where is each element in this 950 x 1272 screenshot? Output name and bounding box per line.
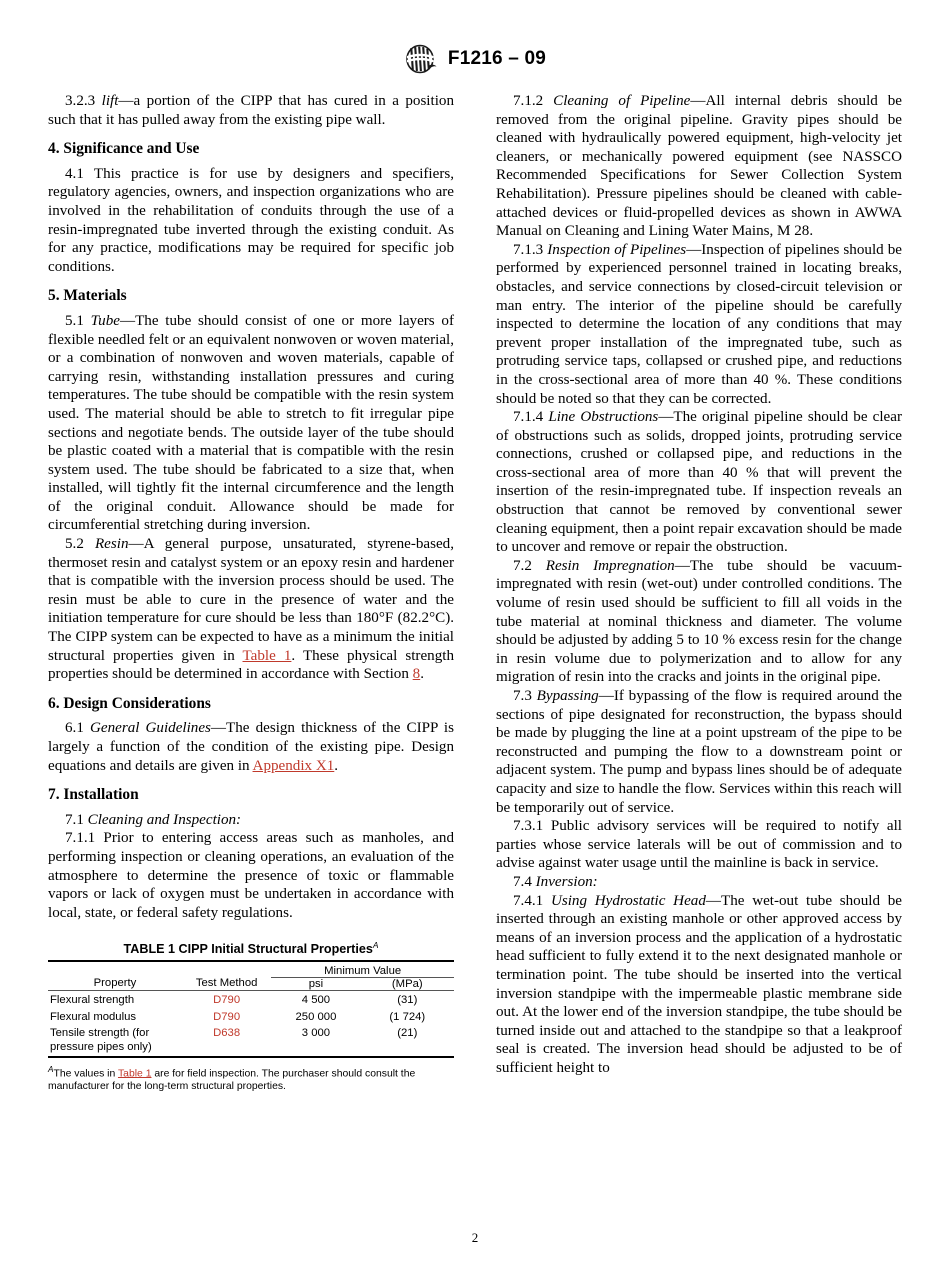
defined-term: General Guidelines (89, 720, 211, 737)
table-row (48, 993, 454, 1010)
clause-number: 7.1 (65, 811, 84, 828)
clause-number: 7.4 (513, 873, 532, 890)
cell-mpa: (21) (397, 1027, 418, 1040)
clause-text: —Inspection of pipelines should be performed by experienced personnel trained in locating breaks, obstacles, and service connections by closed-circuit television or man entry. The interior of the pipeline should be carefully inspected to determine the location of any conditions that may prevent proper installation of the impregnated tube, such as protruding service taps, collapsed or crushed pipe, and reductions in the cross-sectional area of more than 40 %. These conditions should be noted so that they can be corrected. (496, 241, 902, 407)
heading-section-7: 7. Installation (48, 786, 139, 804)
clause-text: —A general purpose, unsaturated, styrene-based, thermoset resin and catalyst system or an epoxy resin and hardener that is compatible with the inversion process should be used. The resin must be able to cure in the presence of water and the initiation temperature for cure should be less than 180°F (82.2°C). The CIPP system can be expected to have as a minimum the initial structural properties given in (48, 536, 455, 664)
right-column (496, 92, 902, 1093)
table-footnote (48, 1064, 454, 1093)
clause-number: 7.1.3 (513, 241, 544, 258)
paragraph-7-1-1: 7.1.1 Prior to entering access areas such as manholes, and performing inspection or cleaning operations, an evaluation of the atmosphere to determine the presence of toxic or flammable vapors or lack of oxygen must be undertaken in accordance with local, state, or federal safety regulations. (48, 830, 454, 921)
paragraph-7-4 (496, 873, 902, 892)
clause-number: 5.2 (65, 536, 84, 553)
paragraph-5-2 (48, 535, 454, 684)
table-caption (48, 940, 454, 956)
defined-term: Resin Impregnation (545, 557, 675, 574)
paragraph-7-1 (48, 811, 454, 830)
clause-number: 7.4.1 (513, 892, 544, 909)
clause-text: —a portion of the CIPP that has cured in a position such that it has pulled away from the existing pipe wall. (48, 93, 454, 128)
heading-section-6: 6. Design Considerations (48, 694, 211, 712)
clause-text: —The design thickness of the CIPP is largely a function of the condition of the existing pipe. Design equations and details are given in (48, 720, 454, 774)
cell-mpa: (1 724) (389, 1010, 426, 1023)
defined-term: lift (101, 93, 119, 109)
cell-psi: 3 000 (301, 1027, 331, 1040)
left-column (48, 92, 454, 1093)
clause-text: —All internal debris should be removed from the original pipeline. Gravity pipes should be cleaned with hydraulically powered equipment, high-velocity jet cleaners, or mechanically powered equipment (see NASSCO Recommended Specifications for Sewer Collection System Rehabilitation). Pressure pipelines should be cleaned with cable-attached devices or fluid-propelled devices as shown in AWWA Manual on Cleaning and Lining Water Mains, M 28. (496, 93, 902, 240)
paragraph-7-1-2 (496, 92, 902, 241)
paragraph-7-3-1: 7.3.1 Public advisory services will be required to notify all parties whose service laterals will be out of commission and to advise against water usage until the mainline is back in service. (496, 818, 902, 872)
table-bottom-rule (48, 1057, 454, 1061)
defined-term: Line Obstructions (548, 409, 659, 426)
paragraph-7-2 (496, 557, 902, 687)
link-appendix-x1[interactable]: Appendix X1 (252, 757, 335, 774)
page-number: 2 (471, 1230, 479, 1245)
heading-section-5: 5. Materials (48, 287, 127, 305)
page-header (0, 44, 950, 74)
defined-term: Inspection of Pipelines (547, 241, 687, 258)
cell-property: Flexural modulus (50, 1010, 137, 1023)
clause-number: 6.1 (65, 720, 84, 737)
clause-text: —The original pipeline should be clear of obstructions such as solids, dropped joints, protruding service connections, crushed or collapsed pipe, and reductions in the cross-sectional area of more than 40 % that will prevent the insertion of the resin-impregnated tube. If inspection reveals an obstruction that cannot be removed by conventional sewer cleaning equipment, then a point repair excavation should be made to uncover and remove or repair the obstruction. (496, 409, 902, 556)
cell-psi: 4 500 (301, 994, 331, 1007)
clause-number: 5.1 (65, 312, 84, 329)
defined-term: Cleaning of Pipeline (553, 93, 691, 109)
defined-term: Resin (94, 536, 129, 553)
table-header-test-method: Test Method (195, 977, 258, 990)
defined-term: Bypassing (536, 688, 599, 704)
clause-text: —The tube should be vacuum-impregnated with resin (wet-out) under controlled conditions. The volume of resin used should be sufficient to fill all voids in the tube material at nominal thickness and diameter. The volume should be adjusted by adding 5 to 10 % excess resin for the change in resin volume due to polymerization and to allow for any migration of resin into the cracks and joints in the original pipe. (496, 557, 902, 686)
link-section-8[interactable]: 8 (412, 666, 421, 683)
footnote-text: The values in (53, 1068, 118, 1080)
paragraph-7-4-1 (496, 892, 902, 1078)
cell-mpa: (31) (397, 994, 418, 1007)
paragraph-7-1-3 (496, 241, 902, 408)
clause-number: 7.1.2 (513, 93, 544, 109)
cell-test-method[interactable]: D790 (213, 1010, 241, 1023)
cell-psi: 250 000 (295, 1010, 337, 1023)
table-1-block (48, 940, 454, 1093)
defined-term: Cleaning and Inspection: (87, 811, 242, 828)
table-row (48, 1026, 454, 1057)
cell-test-method[interactable]: D790 (213, 994, 241, 1007)
defined-term: Using Hydrostatic Head (550, 892, 706, 909)
table-header-row (48, 977, 454, 990)
paragraph-7-1-4 (496, 408, 902, 557)
table-1 (48, 960, 454, 1061)
link-table-1[interactable]: Table 1 (242, 647, 292, 664)
defined-term: Tube (90, 312, 120, 329)
clause-number: 7.3 (513, 688, 532, 704)
table-span-header-row (48, 965, 454, 978)
clause-text-end: . (334, 757, 339, 774)
table-header-mpa: (MPa) (391, 977, 423, 990)
table-row (48, 1009, 454, 1026)
table-caption-text: TABLE 1 CIPP Initial Structural Properties (123, 942, 373, 957)
heading-section-4: 4. Significance and Use (48, 140, 200, 158)
footnote-marker: A (48, 1064, 54, 1074)
paragraph-3-2-3 (48, 92, 454, 129)
footnote-text-cont: are for field inspection. The purchaser should consult the manufacturer for the long-term structural properties. (48, 1068, 416, 1092)
table-body (48, 993, 454, 1057)
table-header-psi: psi (308, 977, 324, 990)
clause-number: 7.1.4 (513, 409, 544, 426)
clause-text: —The tube should consist of one or more layers of flexible needled felt or an equivalent nonwoven or woven material, or a combination of nonwoven and woven materials, capable of carrying resin, withstanding installation pressures and curing temperatures. The tube should be compatible with the resin system used. The material should be able to stretch to fit irregular pipe sections and negotiate bends. The outside layer of the tube should be plastic coated with a material that is compatible with the resin system used. The tube should be fabricated to a size that, when installed, will tightly fit the internal circumference and the length of the original conduit. Allowance should be made for circumferential stretching during inversion. (48, 312, 454, 534)
clause-number: 3.2.3 (65, 93, 96, 109)
clause-text: —If bypassing of the flow is required around the sections of pipe designated for reconstruction, the bypass should be made by plugging the line at a point upstream of the pipe to be reconstructed and pumping the flow to a downstream point or adjacent system. The pump and bypass lines should be of adequate capacity and size to handle the flow. Services within this reach will be temporarily out of service. (496, 688, 902, 816)
clause-text-end: . (420, 666, 424, 683)
cell-test-method[interactable]: D638 (213, 1027, 241, 1040)
paragraph-5-1 (48, 312, 454, 535)
clause-text-cont: . These physical strength properties should be determined in accordance with Section (48, 647, 454, 683)
paragraph-7-3 (496, 687, 902, 817)
standard-designation: F1216 – 09 (447, 48, 547, 69)
table-header-property: Property (93, 977, 137, 990)
cell-property: Tensile strength (for pressure pipes only) (50, 1027, 152, 1053)
cell-property: Flexural strength (50, 994, 135, 1007)
link-table-1-footnote[interactable]: Table 1 (117, 1068, 152, 1080)
table-span-header-minimum-value: Minimum Value (271, 965, 454, 978)
astm-logo-icon (404, 44, 438, 74)
paragraph-4-1: 4.1 This practice is for use by designers and specifiers, regulatory agencies, owners, and inspection organizations who are involved in the rehabilitation of conduits through the use of a resin-impregnated tube inverted through the existing conduit. As for any practice, modifications may be required for specific job conditions. (48, 165, 454, 275)
two-column-body (48, 92, 902, 1093)
defined-term: Inversion: (535, 873, 598, 890)
clause-number: 7.2 (513, 557, 532, 574)
table-caption-footnote-marker: A (372, 940, 379, 951)
clause-text: —The wet-out tube should be inserted through an existing manhole or other approved access by means of an inversion process and the application of a hydrostatic head sufficient to fully extend it to the next designated manhole or termination point. The tube should be inserted into the vertical inversion standpipe with the impermeable plastic membrane side out. At the lower end of the inversion standpipe, the tube should be turned inside out and attached to the standpipe so that a leakproof seal is created. The inversion head should be adjusted to be of sufficient height to (496, 892, 903, 1076)
paragraph-6-1 (48, 719, 454, 775)
